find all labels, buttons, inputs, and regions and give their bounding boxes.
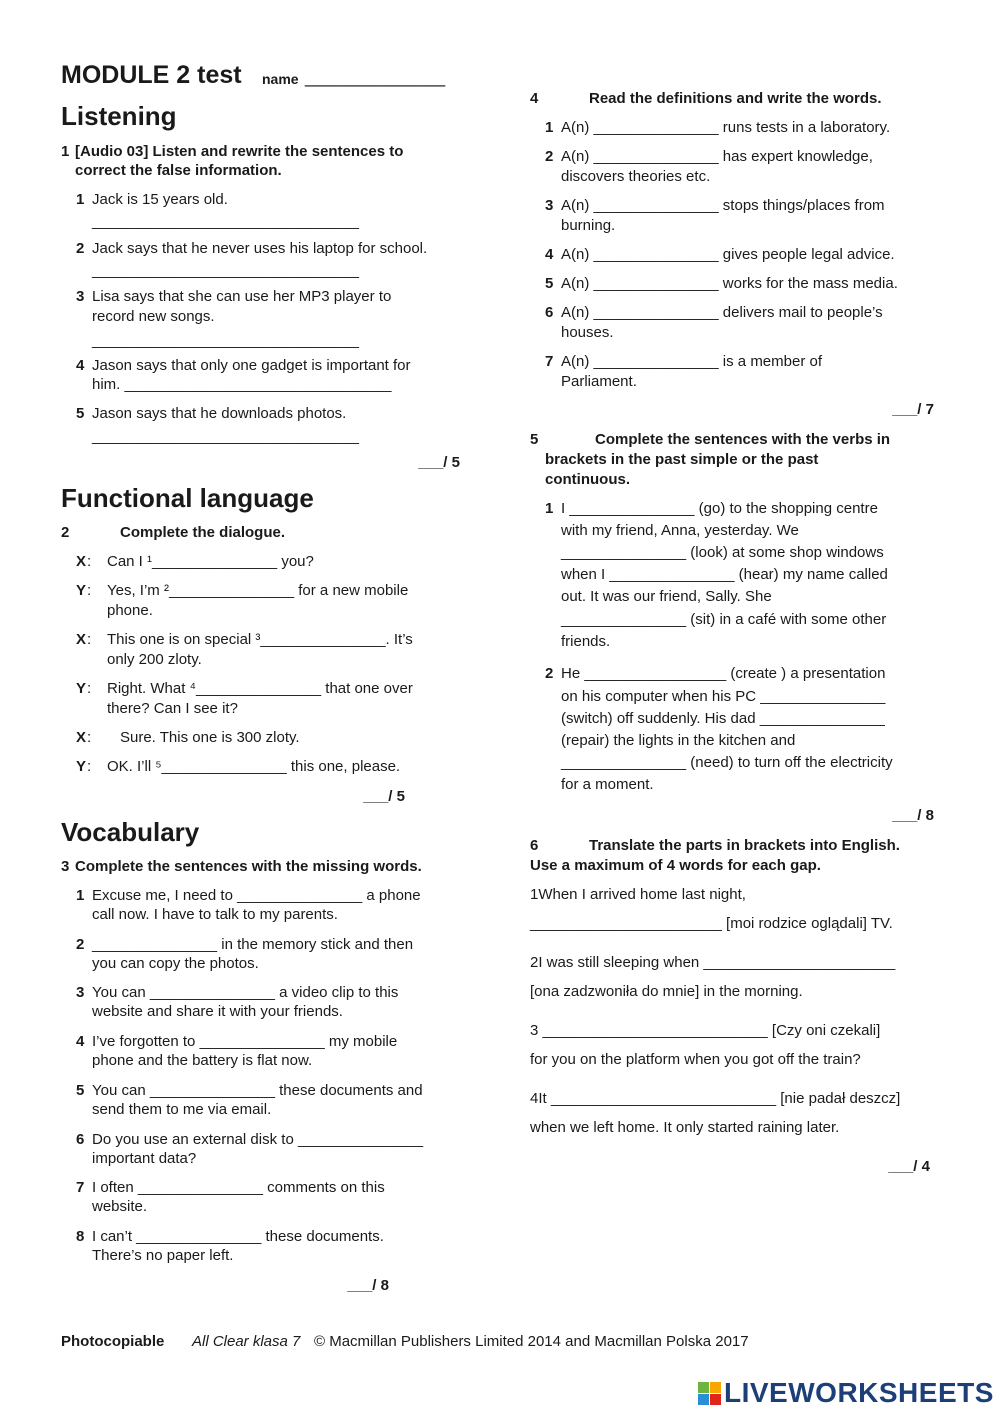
colon: : <box>87 553 92 570</box>
item-text: Parliament. <box>561 373 637 390</box>
dialogue-line: only 200 zloty. <box>107 651 202 668</box>
item-text: you can copy the photos. <box>92 955 259 972</box>
item-text: Jack says that he never uses his laptop for school. <box>92 240 428 257</box>
item-text: him. ________________________________ <box>92 376 392 393</box>
item-number: 2 <box>545 148 554 165</box>
item-number: 3 <box>76 288 85 305</box>
dialogue-line: Sure. This one is 300 zloty. <box>120 729 300 746</box>
instruction-text: Read the definitions and write the words. <box>589 90 882 107</box>
item-number: 6 <box>76 1131 85 1148</box>
item-text: I can’t _______________ these documents. <box>92 1228 384 1245</box>
section-heading-functional-language: Functional language <box>61 483 314 513</box>
dialogue-line: This one is on special ³_______________. It’s <box>107 631 413 648</box>
item-text: important data? <box>92 1150 197 1167</box>
instruction-text: Complete the dialogue. <box>120 524 286 541</box>
translate-line: when we left home. It only started raining later. <box>530 1119 840 1136</box>
item-number: 4 <box>545 246 554 263</box>
item-number: 4 <box>76 357 85 374</box>
instruction-number: 2 <box>61 524 70 541</box>
item-text: I _______________ (go) to the shopping centre <box>561 500 878 517</box>
dialogue-line: Right. What ⁴_______________ that one over <box>107 680 413 697</box>
item-text: A(n) _______________ runs tests in a laboratory. <box>561 119 891 136</box>
translate-line: 1When I arrived home last night, <box>530 886 746 903</box>
score-box[interactable]: ___/ 4 <box>888 1158 930 1175</box>
logo-squares-icon <box>698 1382 721 1405</box>
item-text: You can _______________ a video clip to this <box>92 984 399 1001</box>
item-number: 3 <box>545 197 554 214</box>
item-text: Excuse me, I need to _______________ a phone <box>92 887 421 904</box>
score-box[interactable]: ___/ 5 <box>418 454 460 471</box>
score-box[interactable]: ___/ 5 <box>363 788 405 805</box>
footer-photocopiable: Photocopiable <box>61 1333 165 1350</box>
colon: : <box>87 631 92 648</box>
colon: : <box>87 582 92 599</box>
instruction-text: continuous. <box>545 471 630 488</box>
score-box[interactable]: ___/ 7 <box>892 401 934 418</box>
score-box[interactable]: ___/ 8 <box>892 807 934 824</box>
item-number: 7 <box>545 353 554 370</box>
item-text: Jack is 15 years old. <box>92 191 228 208</box>
item-text: out. It was our friend, Sally. She <box>561 588 772 605</box>
item-text: when I _______________ (hear) my name called <box>561 566 888 583</box>
item-text: There’s no paper left. <box>92 1247 234 1264</box>
item-text: ________________________________ <box>92 262 359 279</box>
dialogue-speaker: Y <box>76 680 87 697</box>
instruction-text: correct the false information. <box>75 162 282 179</box>
item-text: for a moment. <box>561 776 654 793</box>
item-number: 7 <box>76 1179 85 1196</box>
page-title: MODULE 2 test <box>61 61 242 89</box>
instruction-text: Complete the sentences with the verbs in <box>595 431 891 448</box>
item-number: 1 <box>76 191 85 208</box>
item-text: A(n) _______________ has expert knowledge, <box>561 148 873 165</box>
dialogue-speaker: Y <box>76 582 87 599</box>
translate-line: 2I was still sleeping when _______________________ <box>530 954 896 971</box>
instruction-number: 1 <box>61 143 70 160</box>
item-text: (switch) off suddenly. His dad _______________ <box>561 710 885 727</box>
item-number: 8 <box>76 1228 85 1245</box>
item-text: friends. <box>561 633 611 650</box>
item-text: Do you use an external disk to _______________ <box>92 1131 424 1148</box>
item-text: He _________________ (create ) a presentation <box>561 665 886 682</box>
dialogue-line: Yes, I’m ²_______________ for a new mobile <box>107 582 409 599</box>
item-text: I often _______________ comments on this <box>92 1179 385 1196</box>
item-text: A(n) _______________ is a member of <box>561 353 823 370</box>
dialogue-speaker: X <box>76 631 87 648</box>
item-number: 5 <box>76 1082 85 1099</box>
item-text: website. <box>92 1198 148 1215</box>
item-number: 1 <box>76 887 85 904</box>
item-text: _______________ (need) to turn off the electricity <box>561 754 893 771</box>
item-text: A(n) _______________ works for the mass media. <box>561 275 898 292</box>
dialogue-speaker: X <box>76 729 87 746</box>
section-heading-vocabulary: Vocabulary <box>61 817 200 847</box>
dialogue-speaker: X <box>76 553 87 570</box>
item-text: call now. I have to talk to my parents. <box>92 906 338 923</box>
item-text: website and share it with your friends. <box>92 1003 343 1020</box>
dialogue-line: phone. <box>107 602 153 619</box>
name-input[interactable]: ______________ <box>305 67 446 87</box>
item-number: 5 <box>545 275 554 292</box>
item-text: _______________ in the memory stick and then <box>92 936 414 953</box>
instruction-number: 5 <box>530 431 539 448</box>
item-text: with my friend, Anna, yesterday. We <box>561 522 799 539</box>
item-text: ________________________________ <box>92 428 359 445</box>
translate-line: [ona zadzwoniła do mnie] in the morning. <box>530 983 803 1000</box>
instruction-text: [Audio 03] Listen and rewrite the sentences to <box>75 143 404 160</box>
item-number: 4 <box>76 1033 85 1050</box>
translate-line: for you on the platform when you got off the train? <box>530 1051 861 1068</box>
item-number: 1 <box>545 119 554 136</box>
item-text: A(n) _______________ stops things/places from <box>561 197 885 214</box>
item-number: 2 <box>76 240 85 257</box>
item-number: 3 <box>76 984 85 1001</box>
item-text: on his computer when his PC _______________ <box>561 688 886 705</box>
item-number: 5 <box>76 405 85 422</box>
item-number: 2 <box>545 665 554 682</box>
instruction-text: brackets in the past simple or the past <box>545 451 819 468</box>
translate-line: _______________________ [moi rodzice oglądali] TV. <box>530 915 893 932</box>
instruction-number: 4 <box>530 90 539 107</box>
colon: : <box>87 680 92 697</box>
instruction-text: Translate the parts in brackets into English. <box>589 837 900 854</box>
dialogue-speaker: Y <box>76 758 87 775</box>
item-text: houses. <box>561 324 614 341</box>
translate-line: 4It ___________________________ [nie padał deszcz] <box>530 1090 901 1107</box>
item-text: You can _______________ these documents and <box>92 1082 423 1099</box>
dialogue-line: there? Can I see it? <box>107 700 238 717</box>
score-box[interactable]: ___/ 8 <box>347 1277 389 1294</box>
item-text: _______________ (sit) in a café with some other <box>561 611 887 628</box>
item-text: burning. <box>561 217 616 234</box>
translate-line: 3 ___________________________ [Czy oni czekali] <box>530 1022 881 1039</box>
item-number: 6 <box>545 304 554 321</box>
footer-copyright: © Macmillan Publishers Limited 2014 and Macmillan Polska 2017 <box>314 1333 749 1350</box>
item-text: send them to me via email. <box>92 1101 272 1118</box>
item-text: phone and the battery is flat now. <box>92 1052 313 1069</box>
dialogue-line: Can I ¹_______________ you? <box>107 553 314 570</box>
instruction-number: 6 <box>530 837 539 854</box>
instruction-number: 3 <box>61 858 70 875</box>
item-text: Lisa says that she can use her MP3 player to <box>92 288 392 305</box>
item-text: discovers theories etc. <box>561 168 711 185</box>
liveworksheets-logo <box>698 1377 994 1409</box>
item-text: (repair) the lights in the kitchen and <box>561 732 796 749</box>
footer-book-title: All Clear klasa 7 <box>192 1333 301 1350</box>
logo-text: LIVEWORKSHEETS <box>724 1377 994 1408</box>
dialogue-line: OK. I’ll ⁵_______________ this one, please. <box>107 758 401 775</box>
instruction-text: Complete the sentences with the missing words. <box>75 858 422 875</box>
item-text: Jason says that only one gadget is important for <box>92 357 411 374</box>
colon: : <box>87 729 92 746</box>
item-text: A(n) _______________ delivers mail to people’s <box>561 304 883 321</box>
item-text: Jason says that he downloads photos. <box>92 405 347 422</box>
section-heading-listening: Listening <box>61 101 177 131</box>
item-text: ________________________________ <box>92 332 359 349</box>
item-number: 2 <box>76 936 85 953</box>
item-number: 1 <box>545 500 554 517</box>
item-text: I’ve forgotten to _______________ my mobile <box>92 1033 398 1050</box>
item-text: A(n) _______________ gives people legal advice. <box>561 246 895 263</box>
instruction-text: Use a maximum of 4 words for each gap. <box>530 857 821 874</box>
colon: : <box>87 758 92 775</box>
item-text: record new songs. <box>92 308 215 325</box>
item-text: _______________ (look) at some shop windows <box>561 544 884 561</box>
name-label: name <box>262 71 299 87</box>
item-text: ________________________________ <box>92 213 359 230</box>
